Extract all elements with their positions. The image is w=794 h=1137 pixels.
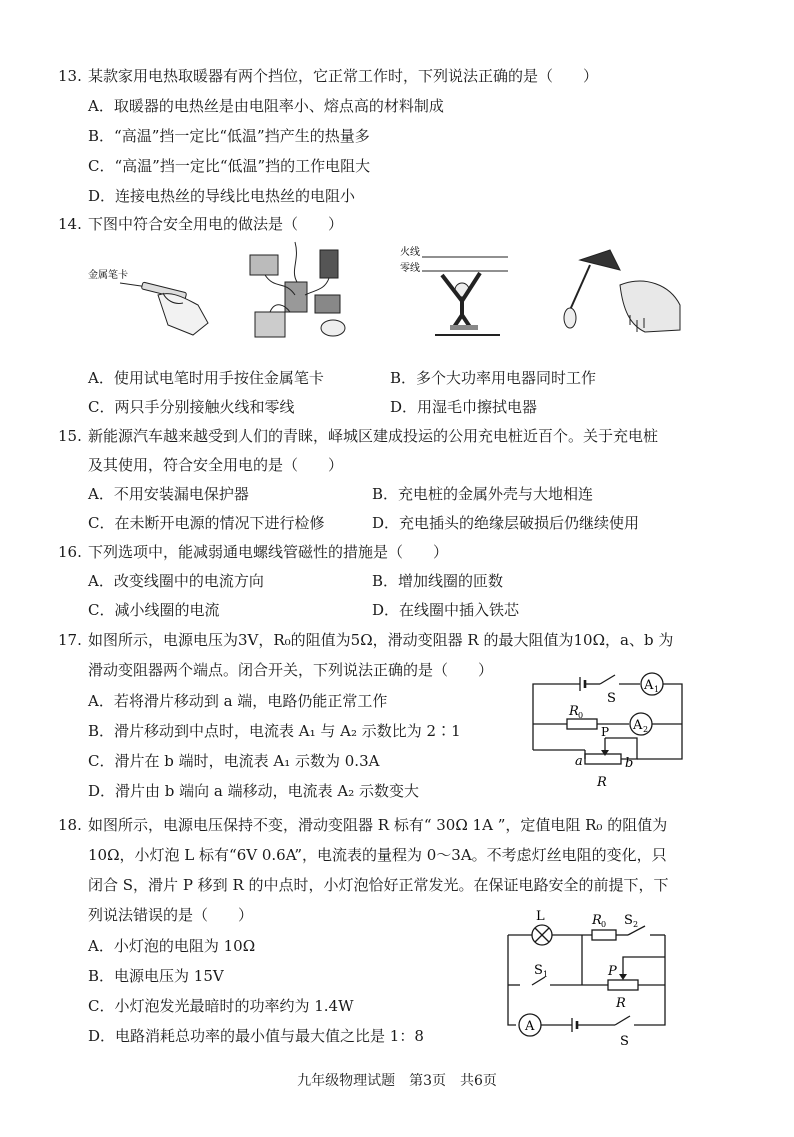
q14-image-d-lamp-wet-towel — [555, 240, 685, 345]
q15-option-c: C．在未断开电源的情况下进行检修 — [88, 514, 325, 532]
q18-stem-line2: 10Ω，小灯泡 L 标有“6V 0.6A”，电流表的量程为 0～3A。不考虑灯丝电阻的变化，只 — [88, 846, 667, 864]
q17-r0-sub: 0 — [578, 711, 584, 720]
q18-option-a: A．小灯泡的电阻为 10Ω — [88, 937, 256, 955]
q18-switch-s-label: S — [620, 1034, 629, 1049]
q18-r0-sub: 0 — [601, 920, 607, 929]
pen-card-label: 金属笔卡 — [88, 270, 128, 281]
q13-option-d: D．连接电热丝的导线比电热丝的电阻小 — [88, 187, 356, 205]
page-footer: 九年级物理试题 第3页 共6页 — [297, 1073, 497, 1089]
q13-stem: 某款家用电热取暖器有两个挡位，它正常工作时，下列说法正确的是（ ） — [88, 67, 599, 85]
q18-switch-s2-label: S — [624, 913, 633, 928]
live-wire-label: 火线 — [400, 247, 420, 258]
q17-end-a-label: a — [575, 754, 583, 769]
q17-circuit-diagram — [525, 668, 695, 798]
q14-option-b: B．多个大功率用电器同时工作 — [390, 369, 597, 387]
q14-option-d: D．用湿毛巾擦拭电器 — [390, 398, 538, 416]
q14-image-c-live-neutral — [400, 245, 510, 340]
q17-slider-p-label: P — [601, 725, 610, 739]
q17-option-b: B．滑片移动到中点时，电流表 A₁ 与 A₂ 示数比为 2∶1 — [88, 722, 461, 740]
q18-switch-s1-label: S — [534, 963, 543, 978]
q18-stem-line4: 列说法错误的是（ ） — [88, 906, 254, 924]
q17-stem-line1: 如图所示，电源电压为3V，R₀的阻值为5Ω，滑动变阻器 R 的最大阻值为10Ω，a、b 为 — [88, 631, 674, 649]
q17-rheostat-r-label: R — [597, 775, 607, 790]
q18-rheostat-r-label: R — [616, 996, 626, 1011]
q14-stem: 下图中符合安全用电的做法是（ ） — [88, 215, 344, 233]
q18-circuit-diagram — [500, 905, 680, 1050]
q13-option-b: B．“高温”挡一定比“低温”挡产生的热量多 — [88, 127, 370, 145]
q15-stem-line2: 及其使用，符合安全用电的是（ ） — [88, 456, 344, 474]
q17-option-c: C．滑片在 b 端时，电流表 A₁ 示数为 0.3A — [88, 752, 380, 770]
q17-ammeter-a2-sub: 2 — [643, 725, 649, 734]
q18-option-d: D．电路消耗总功率的最小值与最大值之比是 1：8 — [88, 1027, 424, 1045]
q18-lamp-l-label: L — [536, 909, 545, 924]
q18-option-b: B．电源电压为 15V — [88, 967, 224, 985]
q17-number: 17. — [58, 631, 82, 649]
q18-option-c: C．小灯泡发光最暗时的功率约为 1.4W — [88, 997, 354, 1015]
q18-slider-p-label: P — [608, 964, 617, 979]
q18-number: 18. — [58, 816, 82, 834]
q15-option-b: B．充电桩的金属外壳与大地相连 — [372, 485, 594, 503]
q14-option-c: C．两只手分别接触火线和零线 — [88, 398, 295, 416]
neutral-wire-label: 零线 — [400, 263, 420, 274]
q16-option-b: B．增加线圈的匝数 — [372, 572, 504, 590]
q17-stem-line2: 滑动变阻器两个端点。闭合开关，下列说法正确的是（ ） — [88, 661, 494, 679]
q17-option-a: A．若将滑片移动到 a 端，电路仍能正常工作 — [88, 692, 388, 710]
q16-stem: 下列选项中，能减弱通电螺线管磁性的措施是（ ） — [88, 543, 449, 561]
q15-option-d: D．充电插头的绝缘层破损后仍继续使用 — [372, 514, 640, 532]
q15-number: 15. — [58, 427, 82, 445]
q18-switch-s2-sub: 2 — [633, 920, 639, 929]
q16-number: 16. — [58, 543, 82, 561]
q13-option-a: A．取暖器的电热丝是由电阻率小、熔点高的材料制成 — [88, 97, 444, 115]
q17-option-d: D．滑片由 b 端向 a 端移动，电流表 A₂ 示数变大 — [88, 782, 420, 800]
q18-r0-label: R — [592, 913, 602, 928]
q18-stem-line3: 闭合 S，滑片 P 移到 R 的中点时，小灯泡恰好正常发光。在保证电路安全的前提下，下 — [88, 876, 669, 894]
q15-option-a: A．不用安装漏电保护器 — [88, 485, 249, 503]
q14-number: 14. — [58, 215, 82, 233]
q16-option-c: C．减小线圈的电流 — [88, 601, 220, 619]
q16-option-a: A．改变线圈中的电流方向 — [88, 572, 264, 590]
q18-ammeter-a-label: A — [525, 1019, 535, 1034]
q15-stem-line1: 新能源汽车越来越受到人们的青睐，峄城区建成投运的公用充电桩近百个。关于充电桩 — [88, 427, 659, 445]
q17-ammeter-a2-label: A — [633, 718, 643, 733]
q16-option-d: D．在线圈中插入铁芯 — [372, 601, 520, 619]
q17-r0-label: R — [569, 704, 579, 719]
q17-ammeter-a1-label: A — [644, 678, 654, 693]
q17-ammeter-a1-sub: 1 — [654, 685, 660, 694]
q14-option-a: A．使用试电笔时用手按住金属笔卡 — [88, 369, 324, 387]
q14-image-b-appliances — [245, 240, 355, 345]
q17-end-b-label: b — [625, 756, 634, 771]
q13-number: 13. — [58, 67, 82, 85]
q18-stem-line1: 如图所示，电源电压保持不变，滑动变阻器 R 标有“ 30Ω 1A ”，定值电阻 R₀ 的阻值为 — [88, 816, 668, 834]
q18-switch-s1-sub: 1 — [543, 970, 549, 979]
q13-option-c: C．“高温”挡一定比“低温”挡的工作电阻大 — [88, 157, 371, 175]
q14-image-a-test-pen — [88, 245, 218, 345]
q17-switch-s-label: S — [607, 691, 616, 706]
